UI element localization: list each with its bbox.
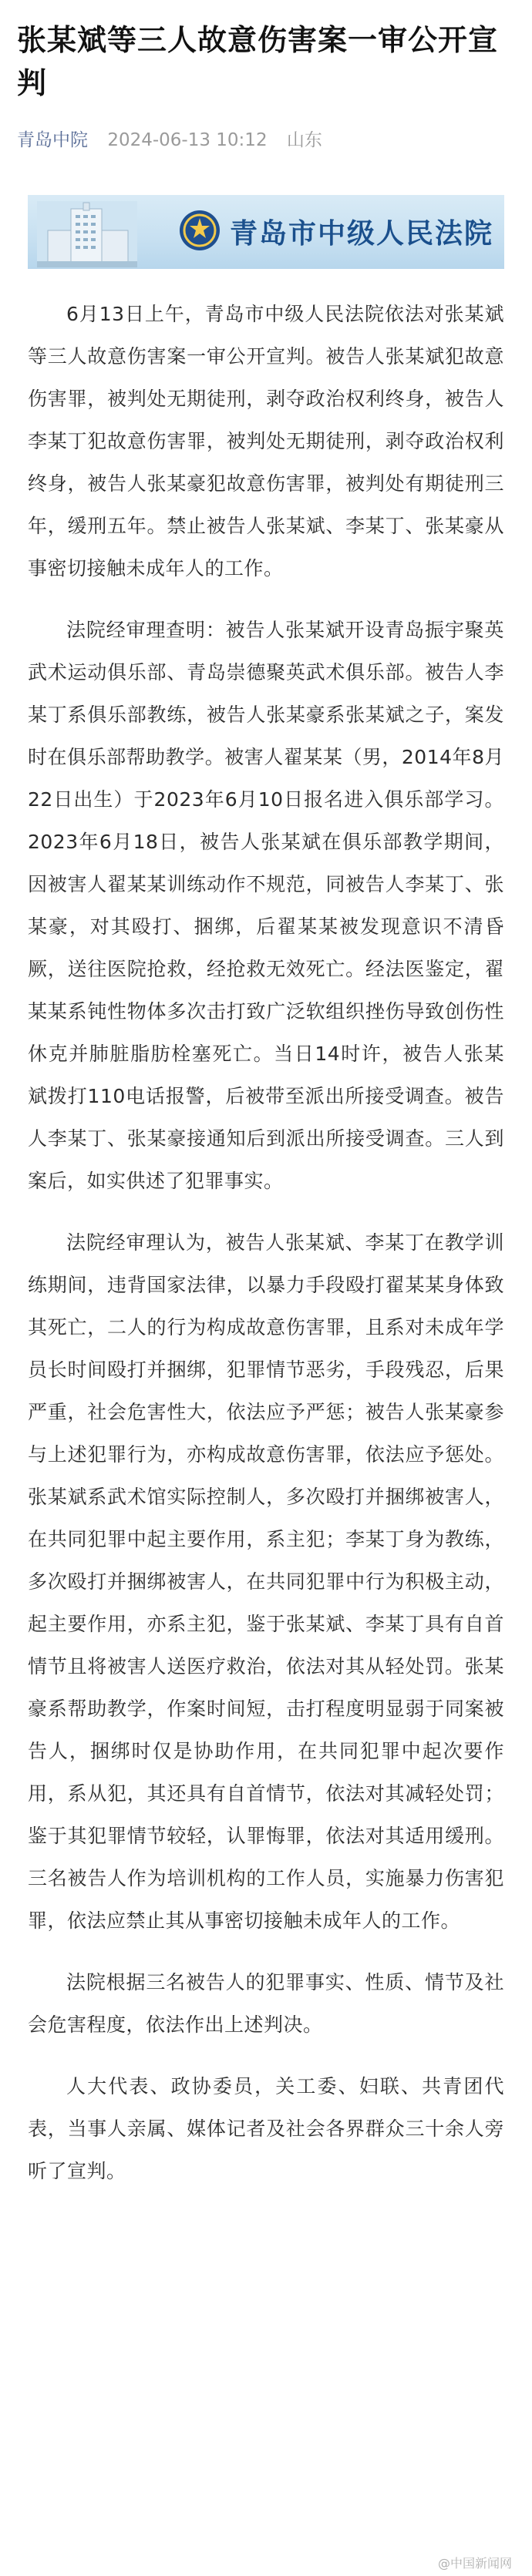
source-account-link[interactable]: 青岛中院	[17, 130, 88, 150]
paragraph-reasoning: 法院经审理认为，被告人张某斌、李某丁在教学训练期间，违背国家法律，以暴力手段殴打翟某某身体致其死亡，二人的行为构成故意伤害罪，且系对未成年学员长时间殴打并捆绑，犯罪情节恶劣，手段残忍，后果严重，社会危害性大，依法应予严惩；被告人张某豪参与上述犯罪行为，亦构成故意伤害罪，依法应予惩处。张某斌系武术馆实际控制人，多次殴打并捆绑被害人，在共同犯罪中起主要作用，系主犯；李某丁身为教练，多次殴打并捆绑被害人，在共同犯罪中行为积极主动，起主要作用，亦系主犯，鉴于张某斌、李某丁具有自首情节且将被害人送医疗救治，依法对其从轻处罚。张某豪系帮助教学，作案时间短，击打程度明显弱于同案被告人，捆绑时仅是协助作用，在共同犯罪中起次要作用，系从犯，其还具有自首情节，依法对其减轻处罚；鉴于其犯罪情节较轻，认罪悔罪，依法对其适用缓刑。三名被告人作为培训机构的工作人员，实施暴力伤害犯罪，依法应禁止其从事密切接触未成年人的工作。	[28, 1231, 504, 1932]
publish-datetime: 2024-06-13 10:12	[107, 130, 268, 150]
court-name-text: 青岛市中级人民法院	[230, 217, 494, 250]
court-building-icon	[37, 201, 137, 267]
article-meta	[0, 105, 532, 156]
source-watermark: @中国新闻网	[437, 2556, 512, 2571]
paragraph-facts: 法院经审理查明：被告人张某斌开设青岛振宇聚英武术运动俱乐部、青岛崇德聚英武术俱乐部。被告人李某丁系俱乐部教练，被告人张某豪系张某斌之子，案发时在俱乐部帮助教学。被害人翟某某（男，2014年8月22日出生）于2023年6月10日报名进入俱乐部学习。2023年6月18日，被告人张某斌在俱乐部教学期间，因被害人翟某某训练动作不规范，同被告人李某丁、张某豪，对其殴打、捆绑，后翟某某被发现意识不清昏厥，送往医院抢救，经抢救无效死亡。经法医鉴定，翟某某系钝性物体多次击打致广泛软组织挫伤导致创伤性休克并肺脏脂肪栓塞死亡。当日14时许，被告人张某斌拨打110电话报警，后被带至派出所接受调查。被告人李某丁、张某豪接通知后到派出所接受调查。三人到案后，如实供述了犯罪事实。	[28, 619, 504, 1192]
court-emblem-icon	[178, 209, 221, 252]
court-banner-image	[28, 195, 504, 269]
publish-location: 山东	[286, 130, 322, 150]
paragraph-verdict: 6月13日上午，青岛市中级人民法院依法对张某斌等三人故意伤害案一审公开宣判。被告人张某斌犯故意伤害罪，被判处无期徒刑，剥夺政治权利终身，被告人李某丁犯故意伤害罪，被判处无期徒刑，剥夺政治权利终身，被告人张某豪犯故意伤害罪，被判处有期徒刑三年，缓刑五年。禁止被告人张某斌、李某丁、张某豪从事密切接触未成年人的工作。	[28, 303, 504, 579]
article-body	[28, 293, 504, 2212]
article-title: 张某斌等三人故意伤害案一审公开宣判	[17, 23, 499, 100]
paragraph-audience: 人大代表、政协委员，关工委、妇联、共青团代表，当事人亲属、媒体记者及社会各界群众三十余人旁听了宣判。	[28, 2075, 504, 2182]
paragraph-judgment-basis: 法院根据三名被告人的犯罪事实、性质、情节及社会危害程度，依法作出上述判决。	[28, 1971, 504, 2036]
